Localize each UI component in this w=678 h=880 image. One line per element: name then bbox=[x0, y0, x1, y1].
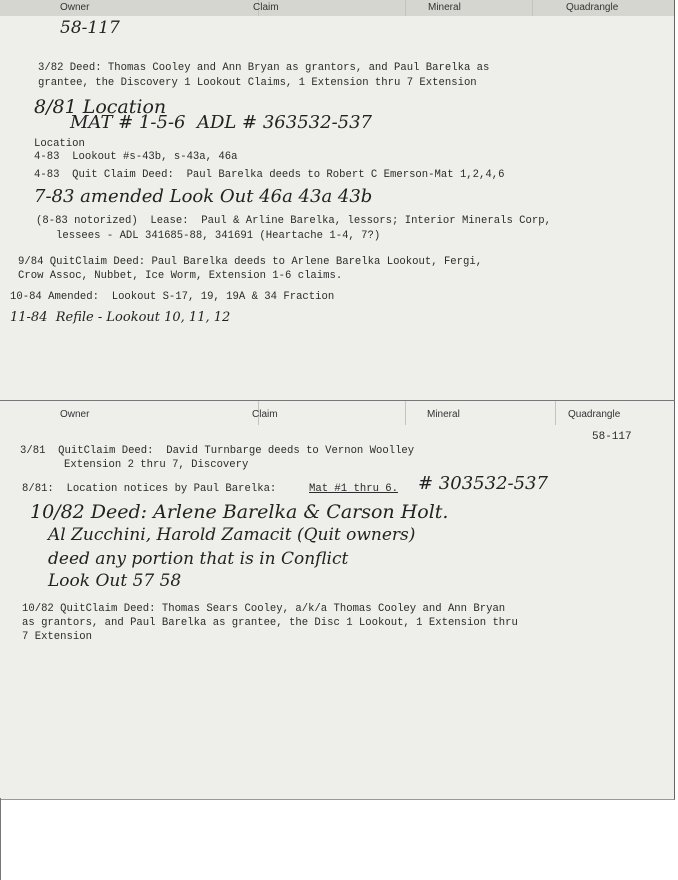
bottom-index-card bbox=[0, 400, 675, 800]
handwritten-note: # 303532-537 bbox=[418, 473, 548, 494]
header-claim: Claim bbox=[252, 409, 278, 420]
entry-text: (8-83 notorized) Lease: Paul & Arline Barelka, lessors; Interior Minerals Corp, bbox=[36, 215, 551, 227]
entry-text: grantee, the Discovery 1 Lookout Claims, 1 Extension thru 7 Extension bbox=[38, 77, 477, 89]
header-claim: Claim bbox=[253, 2, 279, 13]
header-quadrangle: Quadrangle bbox=[568, 409, 621, 420]
entry-text: 4-83 Lookout #s-43b, s-43a, 46a bbox=[34, 151, 238, 163]
handwritten-note: deed any portion that is in Conflict bbox=[48, 549, 349, 569]
entry-text: 10-84 Amended: Lookout S-17, 19, 19A & 34 Fraction bbox=[10, 291, 335, 303]
handwritten-quad: 58-117 bbox=[60, 18, 120, 38]
handwritten-note: Al Zucchini, Harold Zamacit (Quit owners) bbox=[48, 525, 416, 545]
header-mineral: Mineral bbox=[427, 409, 460, 420]
header-owner: Owner bbox=[60, 409, 90, 420]
entry-text: Extension 2 thru 7, Discovery bbox=[64, 459, 249, 471]
entry-text: Location bbox=[34, 138, 85, 150]
entry-text: 4-83 Quit Claim Deed: Paul Barelka deeds to Robert C Emerson-Mat 1,2,4,6 bbox=[34, 169, 505, 181]
entry-text: as grantors, and Paul Barelka as grantee, the Disc 1 Lookout, 1 Extension thru bbox=[22, 617, 518, 629]
handwritten-note: 7-83 amended Look Out 46a 43a 43b bbox=[34, 186, 373, 207]
quadrangle-value: 58-117 bbox=[592, 431, 632, 443]
entry-text: 3/82 Deed: Thomas Cooley and Ann Bryan as grantors, and Paul Barelka as bbox=[38, 62, 490, 74]
header-quadrangle: Quadrangle bbox=[566, 2, 619, 13]
header-mineral: Mineral bbox=[428, 2, 461, 13]
header-owner: Owner bbox=[60, 2, 90, 13]
entry-text: 7 Extension bbox=[22, 631, 92, 643]
handwritten-note: 10/82 Deed: Arlene Barelka & Carson Holt. bbox=[30, 501, 449, 523]
entry-text: Crow Assoc, Nubbet, Ice Worm, Extension 1-6 claims. bbox=[18, 270, 343, 282]
entry-text: 8/81: Location notices by Paul Barelka: bbox=[22, 483, 277, 495]
handwritten-note: MAT # 1-5-6 ADL # 363532-537 bbox=[70, 112, 373, 133]
handwritten-note: 11-84 Refile - Lookout 10, 11, 12 bbox=[10, 310, 231, 325]
handwritten-note: 8/81 Location bbox=[34, 96, 167, 118]
handwritten-note: Look Out 57 58 bbox=[48, 571, 182, 591]
entry-text: lessees - ADL 341685-88, 341691 (Heartache 1-4, 7?) bbox=[56, 230, 381, 242]
entry-text: 10/82 QuitClaim Deed: Thomas Sears Cooley, a/k/a Thomas Cooley and Ann Bryan bbox=[22, 603, 506, 615]
entry-text: 3/81 QuitClaim Deed: David Turnbarge deeds to Vernon Woolley bbox=[20, 445, 415, 457]
page-edge bbox=[0, 798, 1, 880]
top-index-card bbox=[0, 0, 675, 401]
entry-text-underlined: Mat #1 thru 6. bbox=[309, 483, 399, 495]
entry-text: 9/84 QuitClaim Deed: Paul Barelka deeds to Arlene Barelka Lookout, Fergi, bbox=[18, 256, 483, 268]
